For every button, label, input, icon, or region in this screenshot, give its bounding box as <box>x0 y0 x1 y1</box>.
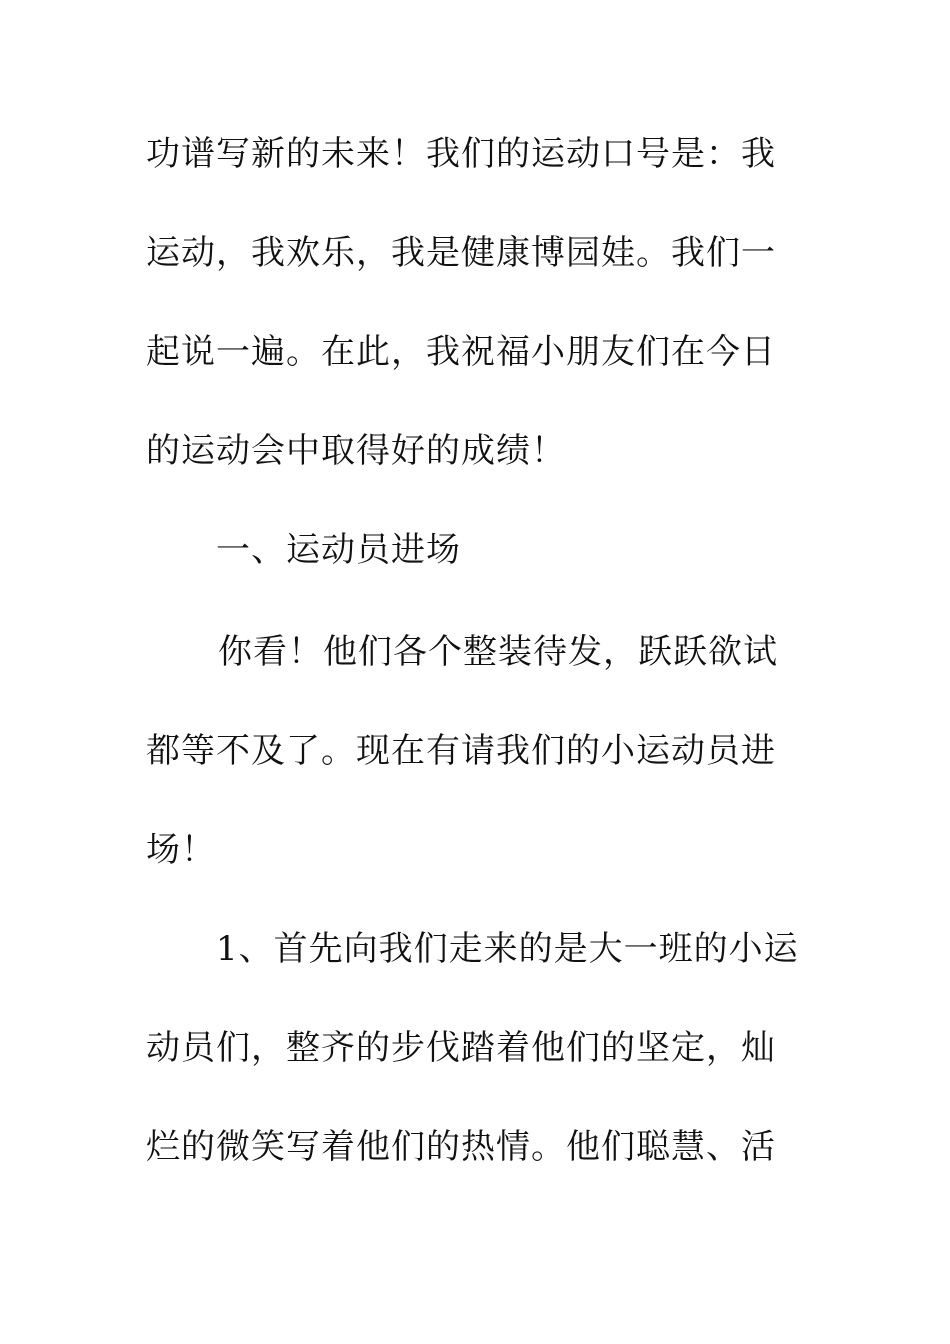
text-line: 1、首先向我们走来的是大一班的小运 <box>216 929 799 969</box>
text-line: 运动，我欢乐，我是健康博园娃。我们一 <box>146 233 776 273</box>
text-line: 起说一遍。在此，我祝福小朋友们在今日 <box>146 332 776 372</box>
text-line: 场！ <box>146 830 216 870</box>
section-heading: 一、运动员进场 <box>216 530 461 570</box>
text-line: 动员们，整齐的步伐踏着他们的坚定，灿 <box>146 1028 776 1068</box>
text-line: 的运动会中取得好的成绩！ <box>146 431 566 471</box>
text-line: 都等不及了。现在有请我们的小运动员进 <box>146 731 776 771</box>
text-line: 功谱写新的未来！我们的运动口号是：我 <box>146 134 776 174</box>
text-line: 烂的微笑写着他们的热情。他们聪慧、活 <box>146 1127 776 1167</box>
text-line: 你看！他们各个整装待发，跃跃欲试 <box>218 632 778 672</box>
